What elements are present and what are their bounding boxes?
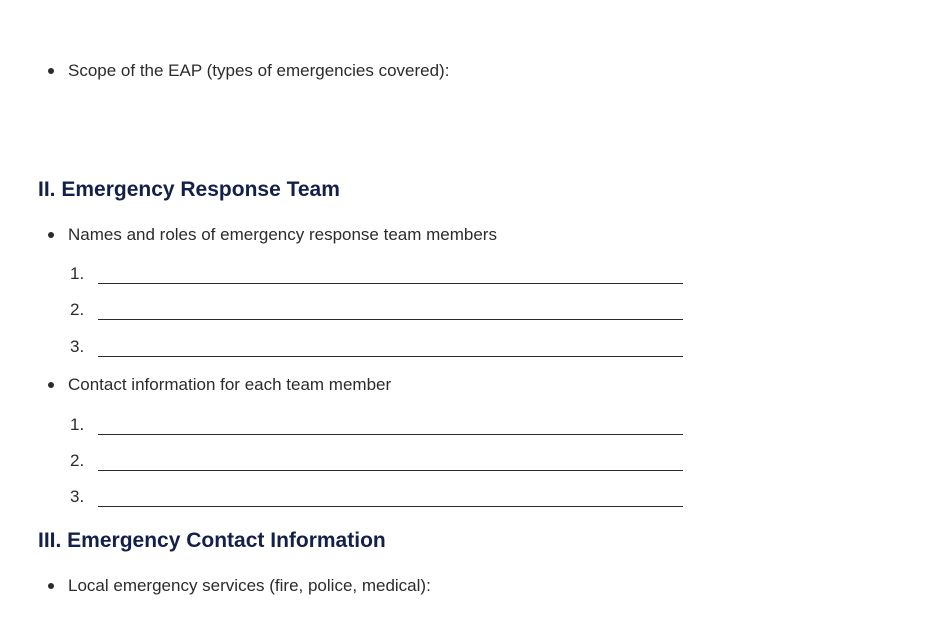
numbered-blank-line: [70, 487, 683, 507]
fill-in-blank[interactable]: [98, 455, 683, 471]
item-number: 1.: [70, 415, 85, 434]
fill-in-blank[interactable]: [98, 268, 683, 284]
numbered-blank-line: [70, 264, 683, 284]
numbered-blank-line: [70, 337, 683, 357]
section-heading-emergency-contact-information: III. Emergency Contact Information: [38, 529, 386, 552]
item-number: 3.: [70, 487, 85, 506]
fill-in-blank[interactable]: [98, 419, 683, 435]
fill-in-blank[interactable]: [98, 491, 683, 507]
bullet-icon: [48, 382, 54, 388]
item-number: 3.: [70, 337, 85, 356]
list-item-names-roles: [48, 225, 497, 245]
list-item-text: Contact information for each team member: [68, 375, 392, 394]
fill-in-blank[interactable]: [98, 341, 683, 357]
list-item-text: Scope of the EAP (types of emergencies covered):: [68, 61, 450, 80]
item-number: 2.: [70, 300, 85, 319]
numbered-blank-line: [70, 415, 683, 435]
numbered-blank-line: [70, 451, 683, 471]
list-item-local-services: [48, 576, 431, 596]
bullet-icon: [48, 232, 54, 238]
item-number: 2.: [70, 451, 85, 470]
item-number: 1.: [70, 264, 85, 283]
list-item-contact-info: [48, 375, 391, 395]
fill-in-blank[interactable]: [98, 304, 683, 320]
bullet-icon: [48, 583, 54, 589]
section-heading-emergency-response-team: II. Emergency Response Team: [38, 178, 340, 201]
numbered-blank-line: [70, 300, 683, 320]
list-item-text: Names and roles of emergency response team members: [68, 225, 497, 244]
bullet-icon: [48, 68, 54, 74]
list-item-scope: [48, 61, 449, 81]
list-item-text: Local emergency services (fire, police, medical):: [68, 576, 431, 595]
